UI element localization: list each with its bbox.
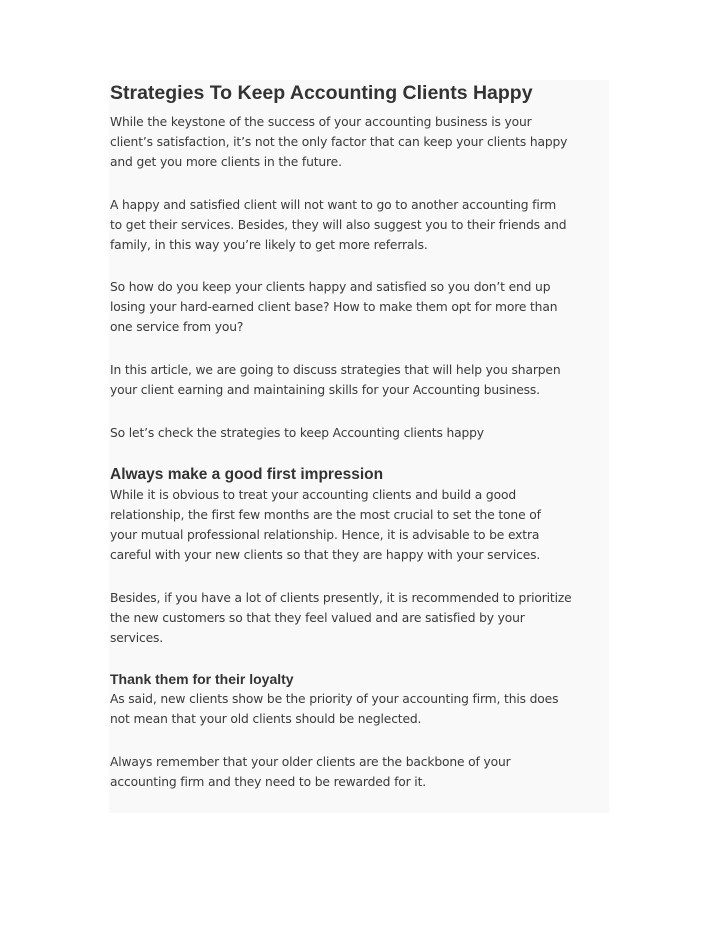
text-line: to get their services. Besides, they will also suggest you to their friends and [110, 218, 567, 232]
text-line: accounting firm and they need to be rewarded for it. [110, 775, 427, 789]
section2-paragraph-1 [110, 689, 610, 729]
intro-paragraph-2 [110, 195, 610, 255]
document-page [109, 80, 609, 813]
intro-paragraph-1 [110, 112, 610, 172]
text-line: In this article, we are going to discuss strategies that will help you sharpen [110, 363, 561, 377]
text-line: While the keystone of the success of your accounting business is your [110, 115, 532, 129]
text-line: services. [110, 631, 164, 645]
text-line: Besides, if you have a lot of clients presently, it is recommended to prioritize [110, 591, 572, 605]
section1-paragraph-2 [110, 588, 610, 648]
text-line: family, in this way you’re likely to get more referrals. [110, 238, 428, 252]
text-line: and get you more clients in the future. [110, 155, 342, 169]
section2-paragraph-2 [110, 752, 610, 792]
intro-paragraph-4 [110, 360, 610, 400]
text-line: your client earning and maintaining skills for your Accounting business. [110, 383, 540, 397]
text-line: As said, new clients show be the priority of your accounting firm, this does [110, 692, 559, 706]
text-line: client’s satisfaction, it’s not the only factor that can keep your clients happy [110, 135, 568, 149]
section1-paragraph-1 [110, 485, 610, 565]
section-heading-first-impression: Always make a good first impression [110, 466, 384, 483]
text-line: one service from you? [110, 320, 244, 334]
section-heading-loyalty: Thank them for their loyalty [110, 671, 294, 687]
intro-paragraph-3 [110, 277, 610, 337]
article-title: Strategies To Keep Accounting Clients Happy [110, 82, 533, 104]
text-line: your mutual professional relationship. Hence, it is advisable to be extra [110, 528, 540, 542]
text-line: the new customers so that they feel valued and are satisfied by your [110, 611, 525, 625]
intro-paragraph-5 [110, 423, 610, 443]
text-line: So how do you keep your clients happy and satisfied so you don’t end up [110, 280, 551, 294]
text-line: Always remember that your older clients are the backbone of your [110, 755, 511, 769]
text-line: A happy and satisfied client will not want to go to another accounting firm [110, 198, 557, 212]
text-line: careful with your new clients so that they are happy with your services. [110, 548, 541, 562]
text-line: losing your hard-earned client base? How to make them opt for more than [110, 300, 558, 314]
text-line: While it is obvious to treat your accounting clients and build a good [110, 488, 516, 502]
text-line: not mean that your old clients should be neglected. [110, 712, 422, 726]
text-line: relationship, the first few months are the most crucial to set the tone of [110, 508, 541, 522]
text-line: So let’s check the strategies to keep Accounting clients happy [110, 426, 484, 440]
